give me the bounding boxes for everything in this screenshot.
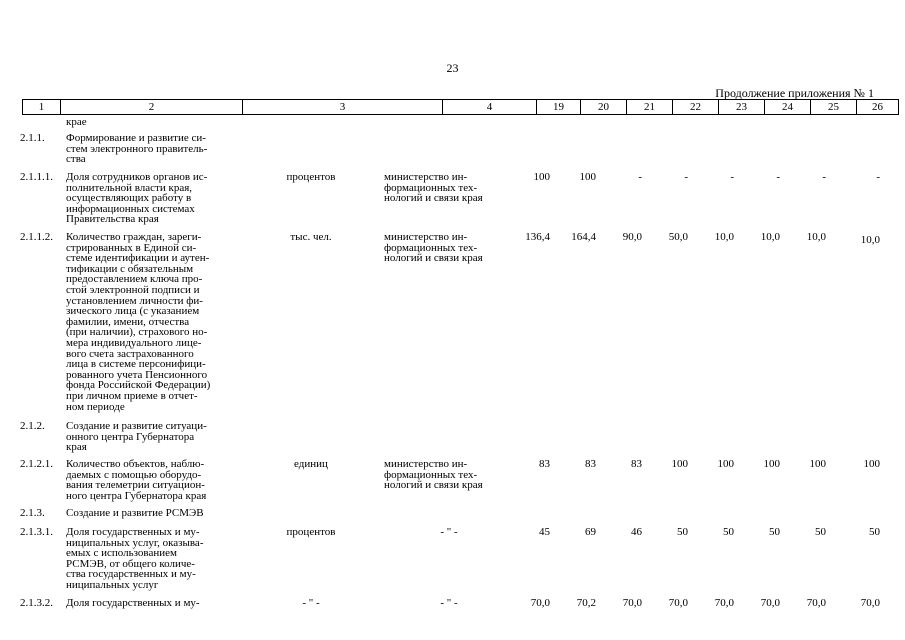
header-col-21: 21 [627,100,673,115]
row-number: 2.1.3. [20,507,45,519]
value-25: 100 [809,458,826,470]
value-24: 10,0 [760,231,780,243]
row-number: 2.1.1. [20,132,45,144]
value-23: 50 [723,526,734,538]
row-number: 2.1.1.2. [20,231,53,243]
row-unit: - " - [302,597,320,609]
row-name: Доля государственных и му- ниципальных услуг, оказыва- емых с использованием РСМЭВ, от общего количе- ства государственных и му- ниципальных услуг [66,526,204,591]
value-26: - [876,171,880,183]
value-25: 10,0 [806,231,826,243]
value-24: 100 [763,458,780,470]
row-unit: процентов [286,526,336,538]
value-21: 70,0 [622,597,642,609]
value-23: 100 [717,458,734,470]
header-col-20: 20 [581,100,627,115]
value-26: 10,0 [860,234,880,246]
value-21: 46 [631,526,642,538]
row-name: Количество объектов, наблю- даемых с помощью оборудо- вания телеметрии ситуацион- ного центра Губернатора края [66,458,207,502]
value-20: 164,4 [571,231,596,243]
value-24: - [776,171,780,183]
row-responsible: министерство ин- формационных тех- нологий и связи края [384,458,483,492]
value-26: 50 [869,526,880,538]
row-name: Количество граждан, зареги- стрированных в Единой си- стеме идентификации и аутен- тификации с обязательным предоставлением ключа про- стой электронной подписи и установлением личности фи- зического лица (с указанием фамилии, имени, отчества (при наличии), страхового но- мера индивидуального лице- вого счета застрахованного лица в системе персонифици- рованного учета Пенсионного фонда Российской Федерации) при личном приеме в отчет- ном периоде [66,231,211,413]
row-number: 2.1.3.1. [20,526,53,538]
value-20: 83 [585,458,596,470]
row-responsible: министерство ин- формационных тех- нологий и связи края [384,171,483,205]
row-name: Доля государственных и му- [66,597,200,609]
value-23: 10,0 [714,231,734,243]
header-col-19: 19 [537,100,581,115]
row-number: 2.1.2. [20,420,45,432]
row-unit: процентов [286,171,336,183]
header-col-1: 1 [23,100,61,115]
value-21: - [638,171,642,183]
value-25: 70,0 [806,597,826,609]
header-col-2: 2 [61,100,243,115]
row-responsible: - " - [440,526,458,538]
value-25: - [822,171,826,183]
header-col-23: 23 [719,100,765,115]
value-22: 50 [677,526,688,538]
row-responsible: министерство ин- формационных тех- нологий и связи края [384,231,483,265]
row-number: 2.1.2.1. [20,458,53,470]
value-26: 100 [863,458,880,470]
value-23: 70,0 [714,597,734,609]
row-number: 2.1.3.2. [20,597,53,609]
value-19: 45 [539,526,550,538]
value-19: 70,0 [530,597,550,609]
header-col-22: 22 [673,100,719,115]
value-22: 100 [671,458,688,470]
header-col-25: 25 [811,100,857,115]
header-col-24: 24 [765,100,811,115]
value-19: 83 [539,458,550,470]
row-number: 2.1.1.1. [20,171,53,183]
value-19: 136,4 [525,231,550,243]
appendix-continuation-label: Продолжение приложения № 1 [715,86,874,100]
value-20: 70,2 [576,597,596,609]
row-name: Формирование и развитие си- стем электронного правитель- ства [66,132,208,166]
table-header [22,99,899,115]
row-responsible: - " - [440,597,458,609]
row-name: Создание и развитие ситуаци- онного центра Губернатора края [66,420,207,454]
value-22: 70,0 [668,597,688,609]
header-col-26: 26 [857,100,899,115]
row-name: крае [66,116,87,128]
value-21: 90,0 [622,231,642,243]
value-24: 70,0 [760,597,780,609]
row-name: Доля сотрудников органов ис- полнительной власти края, осуществляющих работу в информационных системах Правительства края [66,171,208,226]
value-19: 100 [533,171,550,183]
value-20: 69 [585,526,596,538]
value-26: 70,0 [860,597,880,609]
header-col-3: 3 [243,100,443,115]
row-unit: тыс. чел. [290,231,332,243]
row-unit: единиц [294,458,328,470]
page-number: 23 [446,61,459,75]
header-col-4: 4 [443,100,537,115]
value-22: 50,0 [668,231,688,243]
value-22: - [684,171,688,183]
row-name: Создание и развитие РСМЭВ [66,507,204,519]
value-24: 50 [769,526,780,538]
value-21: 83 [631,458,642,470]
value-23: - [730,171,734,183]
value-20: 100 [579,171,596,183]
value-25: 50 [815,526,826,538]
